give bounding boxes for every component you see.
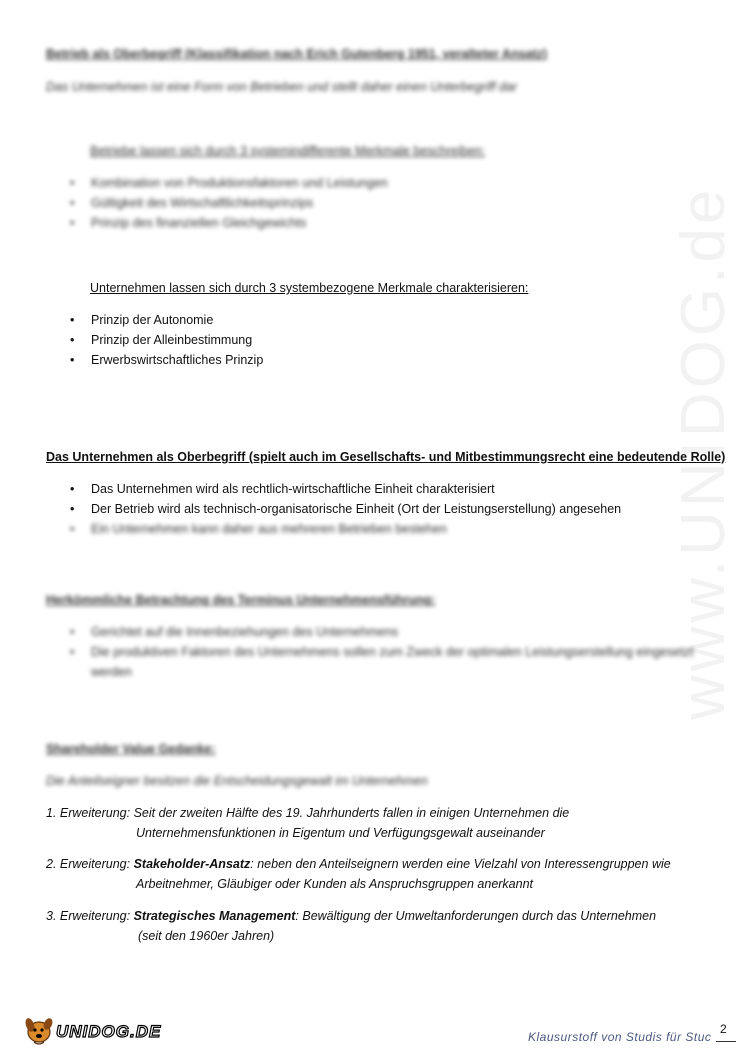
logo-text: UNIDOG.DE <box>56 1022 162 1041</box>
list-item: • Erwerbswirtschaftliches Prinzip <box>70 350 263 370</box>
extension-line2: Unternehmensfunktionen in Eigentum und Verfügungsgewalt auseinander <box>136 826 545 840</box>
watermark: www.UNIDOG.de <box>669 185 738 720</box>
section1-title: Betrieb als Oberbegriff (Klassifikation nach Erich Gutenberg 1951, veralteter Ansatz) <box>46 47 548 61</box>
section6-title: Shareholder Value Gedanke: <box>46 742 216 756</box>
extension-1 <box>46 803 569 843</box>
extension-line1: : neben den Anteilseignern werden eine Vielzahl von Interessengruppen wie <box>250 857 671 871</box>
section4-list <box>70 479 621 539</box>
list-item: • Prinzip der Autonomie <box>70 310 263 330</box>
list-item: • Prinzip der Alleinbestimmung <box>70 330 263 350</box>
section4-title: Das Unternehmen als Oberbegriff (spielt auch im Gesellschafts- und Mitbestimmungsrecht eine bedeutende Rolle) <box>46 450 726 464</box>
page-number: 2 <box>720 1022 727 1036</box>
list-item: • Der Betrieb wird als technisch-organisatorische Einheit (Ort der Leistungserstellung) angesehen <box>70 499 621 519</box>
list-item-continuation: werden <box>91 665 132 679</box>
section2-title: Betriebe lassen sich durch 3 systemindifferente Merkmale beschreiben: <box>90 144 486 158</box>
footer-text: Klausurstoff von Studis für Stuc <box>528 1030 712 1044</box>
unidog-logo <box>22 1012 162 1048</box>
extension-bold: Strategisches Management <box>133 909 296 923</box>
section5-title: Herkömmliche Betrachtung des Terminus Unternehmensführung: <box>46 593 436 607</box>
list-item: • Gültigkeit des Wirtschaftlichkeitsprinzips <box>70 193 388 213</box>
extension-line2: (seit den 1960er Jahren) <box>138 929 275 943</box>
list-item: • Ein Unternehmen kann daher aus mehreren Betrieben bestehen <box>70 519 621 539</box>
extension-label: 2. Erweiterung: <box>46 857 131 871</box>
list-item: • Prinzip des finanziellen Gleichgewichts <box>70 213 388 233</box>
extension-line2: Arbeitnehmer, Gläubiger oder Kunden als Anspruchsgruppen anerkannt <box>136 877 534 891</box>
section6-text: Die Anteilseigner besitzen die Entscheidungsgewalt im Unternehmen <box>46 774 428 788</box>
extension-3 <box>46 906 656 946</box>
extension-label: 1. Erweiterung: <box>46 806 131 820</box>
list-item: • Kombination von Produktionsfaktoren und Leistungen <box>70 173 388 193</box>
extension-line1: : Bewältigung der Umweltanforderungen durch das Unternehmen <box>295 909 657 923</box>
page-number-underline <box>716 1041 736 1042</box>
extension-label: 3. Erweiterung: <box>46 909 131 923</box>
section5-list <box>70 622 693 682</box>
section1-text: Das Unternehmen ist eine Form von Betrieben und stellt daher einen Unterbegriff dar <box>46 80 518 94</box>
section3-title: Unternehmen lassen sich durch 3 systembezogene Merkmale charakterisieren: <box>90 281 529 295</box>
list-item: • Gerichtet auf die Innenbeziehungen des Unternehmens <box>70 622 693 642</box>
section3-list <box>70 310 263 370</box>
section2-list <box>70 173 388 233</box>
extension-bold: Stakeholder-Ansatz <box>133 857 251 871</box>
extension-2 <box>46 854 671 894</box>
list-item: • Die produktiven Faktoren des Unternehmens sollen zum Zweck der optimalen Leistungserstellung eingesetzt <box>70 642 693 662</box>
list-item: • Das Unternehmen wird als rechtlich-wirtschaftliche Einheit charakterisiert <box>70 479 621 499</box>
extension-line1: Seit der zweiten Hälfte des 19. Jahrhunderts fallen in einigen Unternehmen die <box>133 806 570 820</box>
